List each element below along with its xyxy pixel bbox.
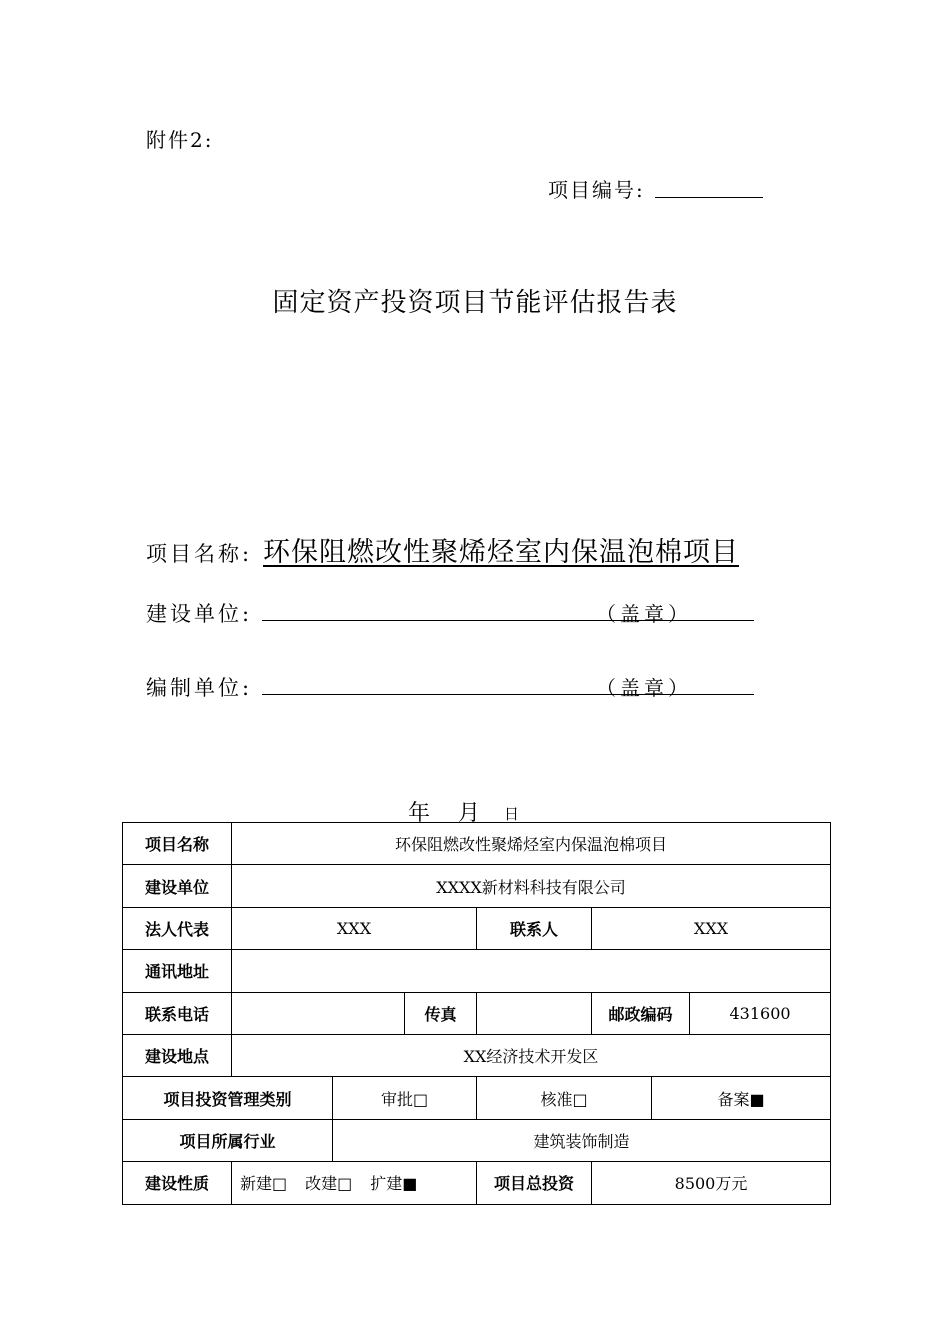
table-row	[123, 950, 831, 992]
table-row	[123, 992, 831, 1034]
fax-header: 传真	[405, 992, 477, 1034]
table-row	[123, 865, 831, 907]
cover-edit-unit-seal: （盖章）	[596, 676, 692, 700]
contact-cell: XXX	[592, 907, 831, 949]
total-invest-header: 项目总投资	[477, 1162, 592, 1204]
build-unit-cell: XXXX新材料科技有限公司	[232, 865, 831, 907]
mgmt-type-verify: 核准□	[477, 1077, 652, 1119]
legal-rep-header: 法人代表	[123, 907, 232, 949]
cover-build-unit-seal: （盖章）	[596, 602, 692, 626]
attachment-label: 附件2:	[146, 128, 214, 152]
project-number-blank	[655, 197, 763, 198]
fax-cell	[477, 992, 592, 1034]
project-info-table	[122, 822, 831, 1205]
date-day: 日	[504, 805, 520, 823]
date-month: 月	[458, 801, 481, 826]
page-title: 固定资产投资项目节能评估报告表	[272, 288, 678, 318]
cover-project-name-label: 项目名称:	[146, 542, 253, 566]
table-row	[123, 1034, 831, 1076]
build-unit-header: 建设单位	[123, 865, 232, 907]
project-number-label: 项目编号:	[548, 178, 645, 202]
nature-header: 建设性质	[123, 1162, 232, 1204]
address-cell	[232, 950, 831, 992]
mgmt-type-header: 项目投资管理类别	[123, 1077, 333, 1119]
cover-edit-unit-label: 编制单位:	[146, 676, 253, 700]
mgmt-type-approval: 审批□	[333, 1077, 477, 1119]
industry-header: 项目所属行业	[123, 1119, 333, 1161]
site-cell: XX经济技术开发区	[232, 1034, 831, 1076]
mgmt-type-record: 备案■	[652, 1077, 831, 1119]
legal-rep-cell: XXX	[232, 907, 477, 949]
phone-cell	[232, 992, 405, 1034]
postcode-cell: 431600	[690, 992, 831, 1034]
table-row	[123, 907, 831, 949]
table-row	[123, 823, 831, 865]
nature-options	[232, 1162, 477, 1204]
contact-header: 联系人	[477, 907, 592, 949]
table-row	[123, 1077, 831, 1119]
industry-cell: 建筑装饰制造	[333, 1119, 831, 1161]
nature-new: 新建□	[240, 1174, 288, 1194]
nature-rebuild: 改建□	[305, 1174, 353, 1194]
table-row	[123, 1119, 831, 1161]
site-header: 建设地点	[123, 1034, 232, 1076]
cover-build-unit-label: 建设单位:	[146, 602, 253, 626]
table-row	[123, 1162, 831, 1204]
project-name-cell: 环保阻燃改性聚烯烃室内保温泡棉项目	[232, 823, 831, 865]
project-name-header: 项目名称	[123, 823, 232, 865]
cover-project-name-value: 环保阻燃改性聚烯烃室内保温泡棉项目	[263, 537, 739, 568]
address-header: 通讯地址	[123, 950, 232, 992]
phone-header: 联系电话	[123, 992, 232, 1034]
postcode-header: 邮政编码	[592, 992, 690, 1034]
nature-expand: 扩建■	[370, 1174, 418, 1194]
total-invest-cell: 8500万元	[592, 1162, 831, 1204]
date-year: 年	[408, 801, 431, 826]
